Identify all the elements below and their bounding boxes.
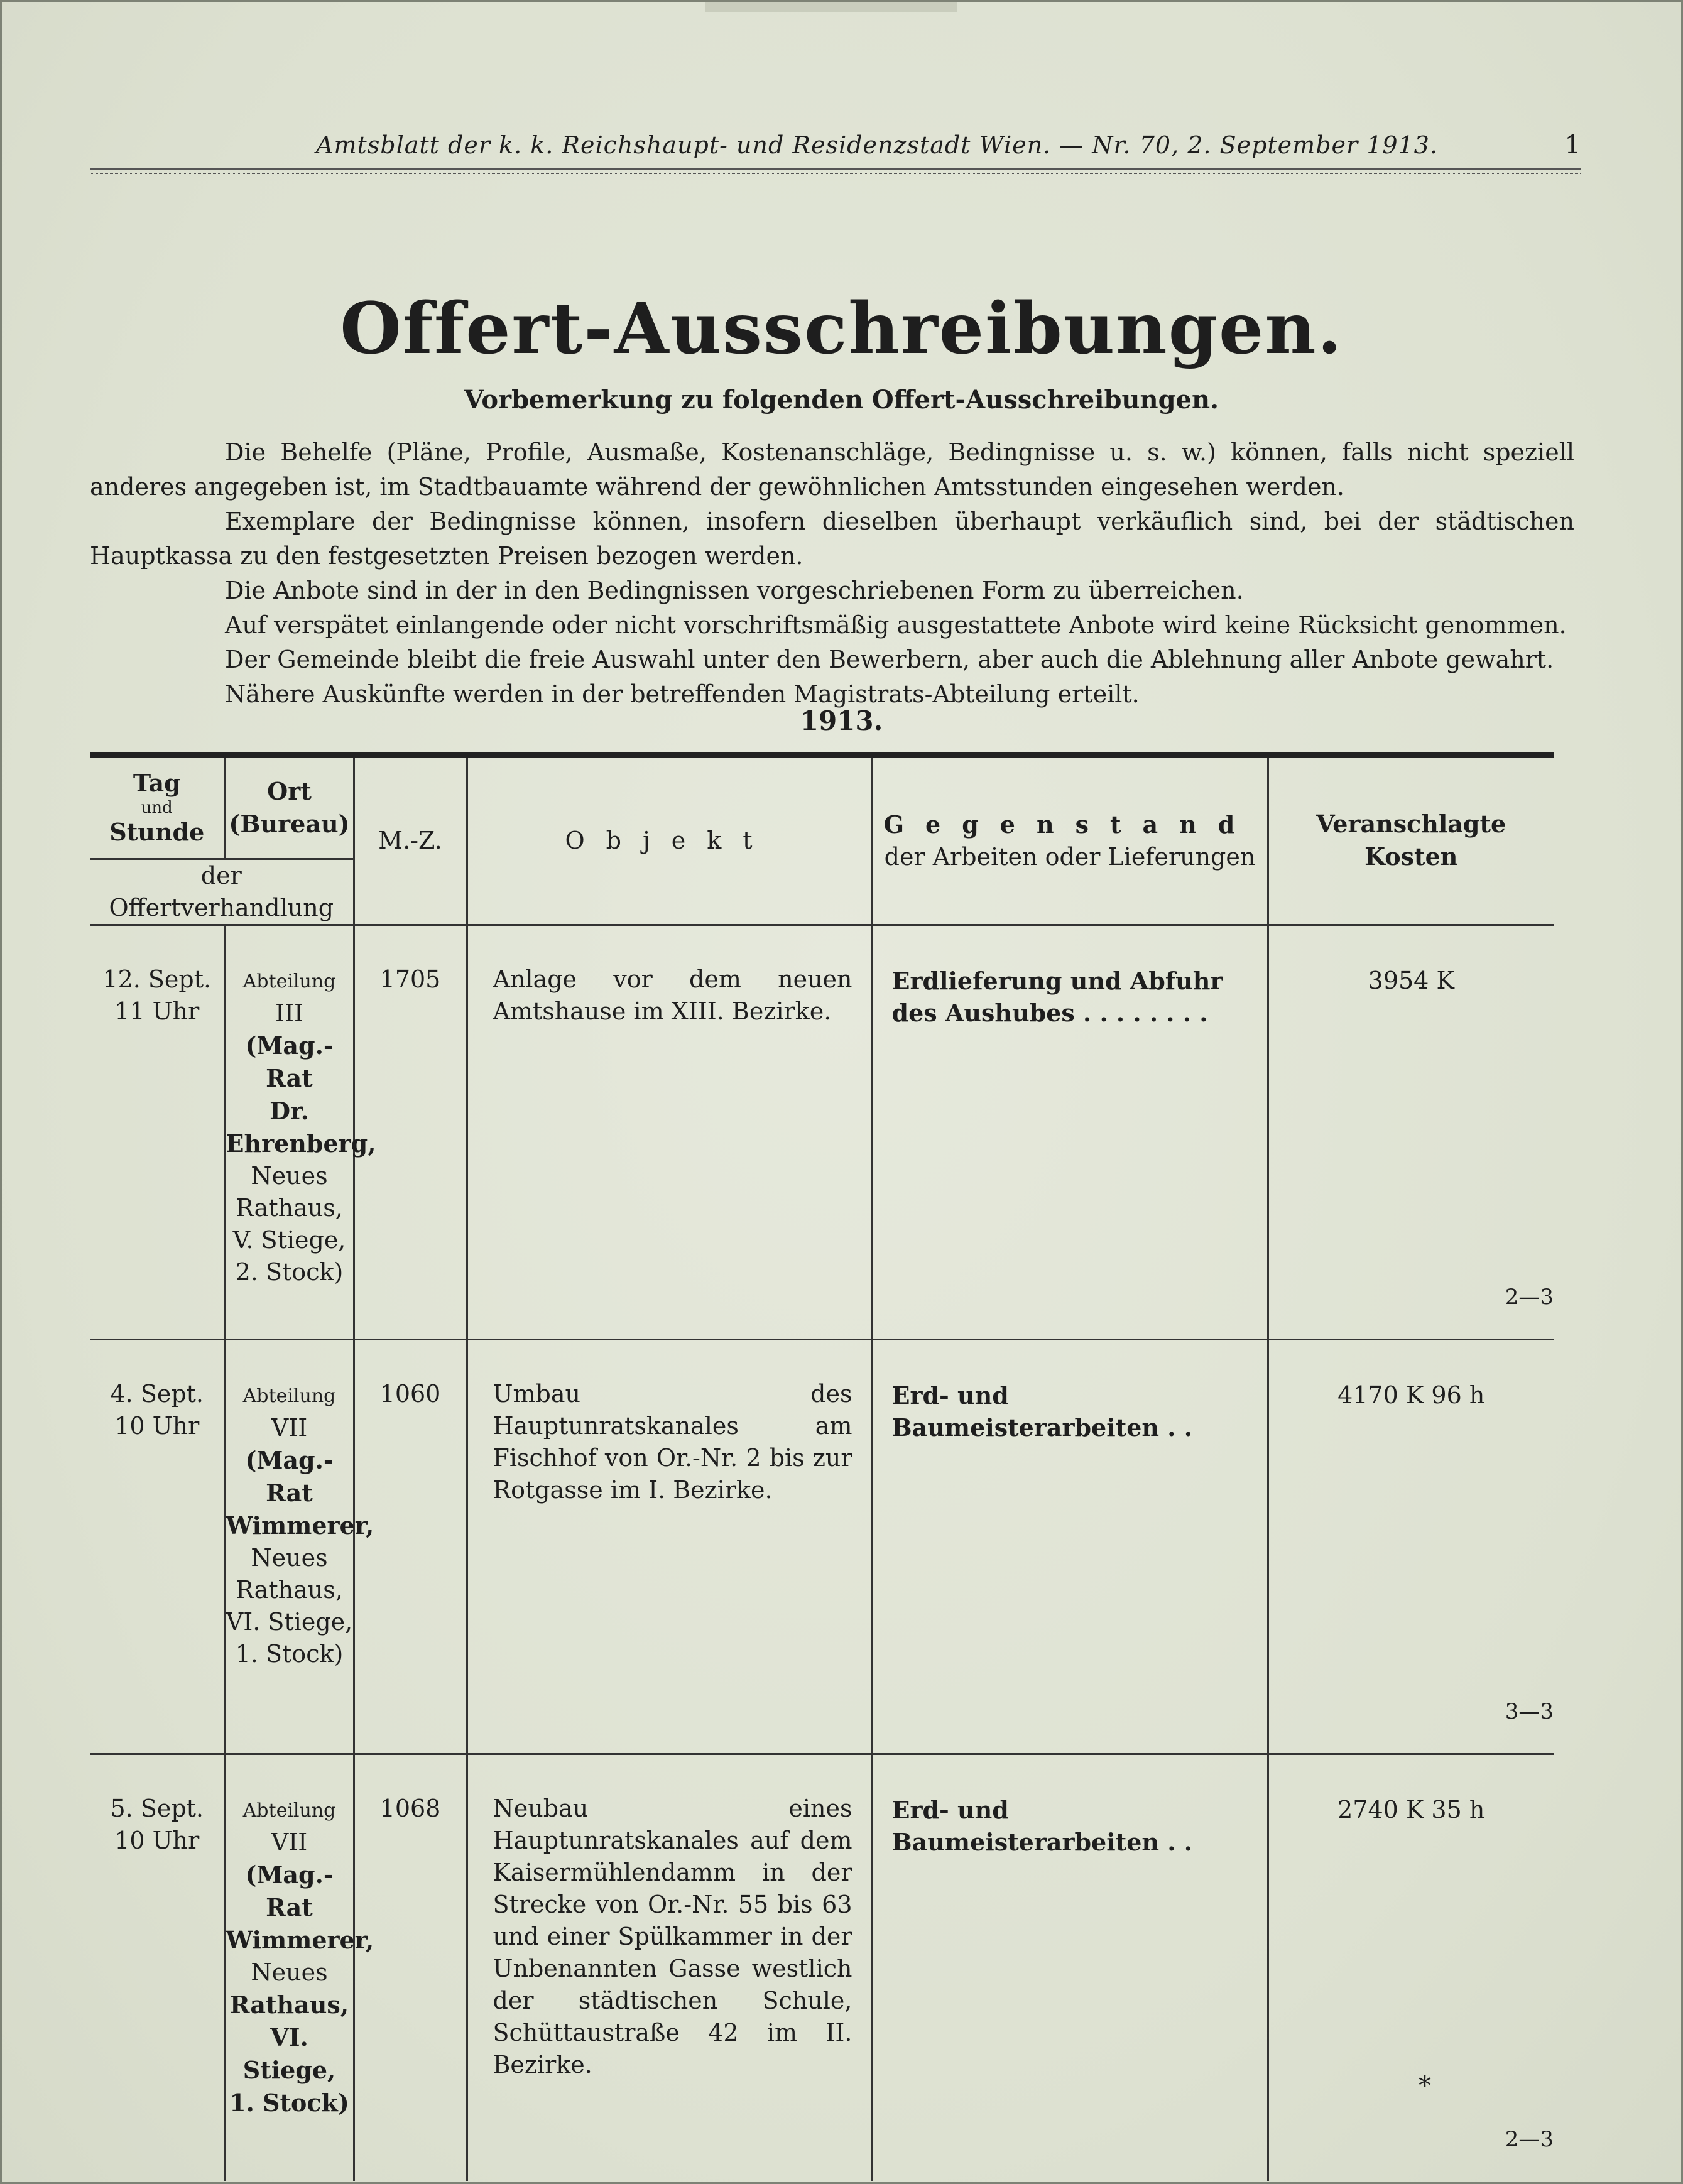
date-cell: 5. Sept. 10 Uhr	[110, 1794, 204, 1854]
ort-cell: Abteilung VII (Mag.-Rat Wimmerer, Neues Rathaus, VI. Stiege, 1. Stock)	[225, 1339, 354, 1754]
page-number: 1	[1564, 131, 1581, 160]
year-heading: 1913.	[800, 705, 883, 736]
gegenstand-cell: Erdlieferung und Abfuhr des Aushubes . . . . . . . .	[872, 925, 1268, 1339]
kosten-cell: 3954 K 2—3	[1268, 925, 1554, 1339]
note-paragraph: Exemplare der Bedingnisse können, insofern dieselben überhaupt verkäuflich sind, bei der städtischen Hauptkassa zu den festgesetzten Preisen bezogen werden.	[90, 508, 1574, 570]
note-paragraph: Der Gemeinde bleibt die freie Auswahl unter den Bewerbern, aber auch die Ablehnung aller Anbote gewahrt.	[225, 646, 1554, 673]
note-paragraph: Auf verspätet einlangende oder nicht vorschriftsmäßig ausgestattete Anbote wird keine Rücksicht genommen.	[225, 611, 1567, 639]
header-tag-stunde: Tag und Stunde	[109, 768, 205, 846]
mz-cell: 1060	[354, 1339, 467, 1754]
note-paragraph: Die Behelfe (Pläne, Profile, Ausmaße, Kostenanschläge, Bedingnisse u. s. w.) können, falls nicht speziell anderes angegeben ist, im Stadtbauamte während der gewöhnlichen Amtsstunden eingesehen werden.	[90, 438, 1574, 501]
header-rule	[90, 168, 1581, 174]
gegenstand-cell: Erd- und Baumeisterarbeiten . .	[872, 1339, 1268, 1754]
reference-code: 2—3	[1505, 2127, 1554, 2152]
table-row	[90, 1339, 1554, 1754]
header-objekt: Objekt	[467, 755, 872, 925]
table-row	[90, 1754, 1554, 2181]
ort-cell: Abteilung III (Mag.-Rat Dr. Ehrenberg, Neues Rathaus, V. Stiege, 2. Stock)	[225, 925, 354, 1339]
main-title: Offert-Ausschreibungen.	[340, 288, 1343, 370]
subtitle: Vorbemerkung zu folgenden Offert-Ausschreibungen.	[464, 385, 1219, 415]
header-ort: Ort (Bureau)	[225, 755, 354, 859]
offers-table	[90, 752, 1554, 2181]
note-paragraph: Nähere Auskünfte werden in der betreffenden Magistrats-Abteilung erteilt.	[225, 680, 1140, 708]
reference-code: 3—3	[1505, 1698, 1554, 1724]
objekt-cell: Anlage vor dem neuen Amtshause im XIII. Bezirke.	[467, 925, 872, 1339]
preliminary-notes	[90, 435, 1574, 712]
footer-mark: *	[1419, 2072, 1431, 2100]
header-title: Amtsblatt der k. k. Reichshaupt- und Residenzstadt Wien. — Nr. 70, 2. September 1913.	[316, 131, 1439, 159]
date-cell: 4. Sept. 10 Uhr	[90, 1339, 225, 1754]
kosten-cell: 4170 K 96 h 3—3	[1268, 1339, 1554, 1754]
page-edge-artifact	[705, 2, 957, 12]
header-offertverhandlung: der Offertverhandlung	[90, 859, 354, 925]
table-row	[90, 925, 1554, 1339]
gegenstand-cell: Erd- und Baumeisterarbeiten . .	[872, 1754, 1268, 2181]
header-mz: M.-Z.	[354, 755, 467, 925]
date-cell: 12. Sept. 11 Uhr	[90, 925, 225, 1339]
objekt-cell: Neubau eines Hauptunratskanales auf dem Kaisermühlendamm in der Strecke von Or.-Nr. 55 bis 63 und einer Spülkammer in der Unbenannten Gasse westlich der städtischen Schule, Schüttaustraße 42 im II. Bezirke.	[467, 1754, 872, 2181]
mz-cell: 1068	[354, 1754, 467, 2181]
ort-cell: Abteilung VII (Mag.-Rat Wimmerer, Neues Rathaus, VI. Stiege, 1. Stock)	[225, 1754, 354, 2181]
header-gegenstand: Gegenstand der Arbeiten oder Lieferungen	[872, 755, 1268, 925]
objekt-cell: Umbau des Hauptunratskanales am Fischhof von Or.-Nr. 2 bis zur Rotgasse im I. Bezirke.	[467, 1339, 872, 1754]
reference-code: 2—3	[1505, 1284, 1554, 1310]
kosten-cell: 2740 K 35 h 2—3	[1268, 1754, 1554, 2181]
running-header	[90, 131, 1581, 160]
header-kosten: Veranschlagte Kosten	[1268, 755, 1554, 925]
mz-cell: 1705	[354, 925, 467, 1339]
note-paragraph: Die Anbote sind in der in den Bedingnissen vorgeschriebenen Form zu überreichen.	[225, 577, 1244, 604]
